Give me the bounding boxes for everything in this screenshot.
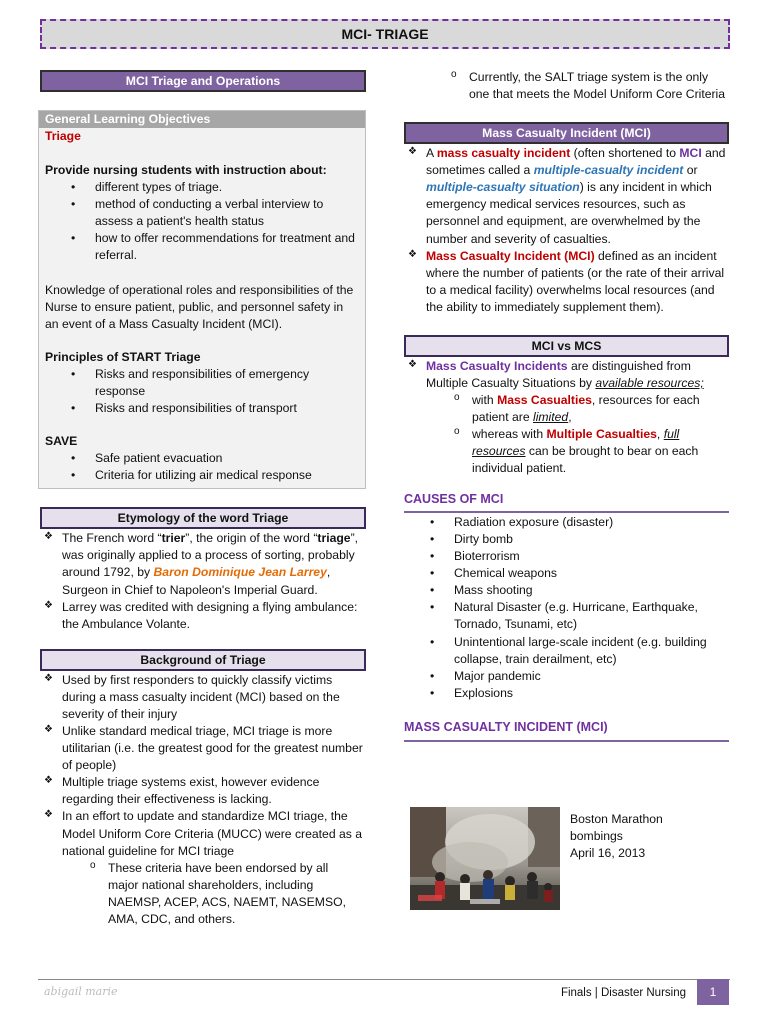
larrey-name: Baron Dominique Jean Larrey — [153, 565, 327, 580]
background-sublist — [40, 860, 368, 928]
etymology-bar: Etymology of the word Triage — [40, 507, 366, 529]
photo-caption — [570, 811, 720, 862]
mci-vs-mcs-bar: MCI vs MCS — [404, 335, 729, 357]
footer-rule — [38, 979, 730, 980]
list-item: • how to offer recommendations for treatment and referral. — [45, 230, 359, 264]
list-item: • Bioterrorism — [404, 548, 729, 565]
list-item: o These criteria have been endorsed by all major national shareholders, including NAEMSP, ACEP, ACS, NAEMT, NASEMSO, AMA, CDC, and others. — [40, 860, 358, 928]
list-item: • Criteria for utilizing air medical response — [45, 467, 359, 484]
left-column — [40, 70, 368, 928]
causes-list — [404, 514, 729, 702]
list-item: • Unintentional large-scale incident (e.g. building collapse, train derailment, etc) — [404, 634, 729, 668]
footer-text: Finals | Disaster Nursing — [560, 987, 686, 999]
etymology-list — [40, 530, 368, 632]
example-rule — [404, 740, 729, 742]
provide-list — [45, 179, 359, 264]
vs-list — [404, 358, 729, 392]
provide-heading: Provide nursing students with instruction about: — [45, 163, 327, 178]
vs-sublist — [404, 392, 729, 477]
objectives-box — [38, 110, 366, 489]
caption-line: Boston Marathon — [570, 812, 663, 826]
knowledge-paragraph: Knowledge of operational roles and responsibilities of the Nurse to ensure patient, public, and personnel safety in an event of a Mass Casualty Incident (MCI). — [45, 282, 354, 331]
causes-heading: CAUSES OF MCI — [404, 492, 504, 507]
boston-marathon-photo — [410, 807, 560, 910]
list-item: • Major pandemic — [404, 668, 729, 685]
page-number: 1 — [697, 979, 729, 1005]
page-title: MCI- TRIAGE — [40, 19, 730, 49]
list-item: • Natural Disaster (e.g. Hurricane, Earthquake, Tornado, Tsunami, etc) — [404, 599, 729, 633]
triage-label: Triage — [45, 129, 81, 143]
list-item: o with Mass Casualties, resources for each patient are limited, — [404, 392, 717, 426]
background-bar: Background of Triage — [40, 649, 366, 671]
ops-section-bar: MCI Triage and Operations — [40, 70, 366, 92]
list-item: • Chemical weapons — [404, 565, 729, 582]
caption-line: April 16, 2013 — [570, 846, 646, 860]
salt-note-list — [401, 69, 729, 103]
start-list — [45, 366, 359, 417]
save-heading: SAVE — [45, 434, 78, 449]
list-item: • Risks and responsibilities of transport — [45, 400, 359, 417]
list-item: • different types of triage. — [45, 179, 359, 196]
mci-bar: Mass Casualty Incident (MCI) — [404, 122, 729, 144]
mci-list — [404, 145, 729, 316]
list-item: • Radiation exposure (disaster) — [404, 514, 729, 531]
list-item: • Dirty bomb — [404, 531, 729, 548]
list-item: ❖ In an effort to update and standardize MCI triage, the Model Uniform Core Criteria (MUCC) were created as a national guideline for MCI triage — [40, 808, 368, 859]
list-item: • Mass shooting — [404, 582, 729, 599]
list-item: ❖ Mass Casualty Incidents are distinguished from Multiple Casualty Situations by available resources; — [404, 358, 729, 392]
list-item: ❖ Used by first responders to quickly classify victims during a mass casualty incident (MCI) based on the severity of their injury — [40, 672, 368, 723]
example-heading: MASS CASUALTY INCIDENT (MCI) — [404, 719, 608, 734]
list-item: ❖ Unlike standard medical triage, MCI triage is more utilitarian (i.e. the greatest good for the greatest number of people) — [40, 723, 368, 774]
start-heading: Principles of START Triage — [45, 349, 201, 364]
list-item: ❖ Multiple triage systems exist, however evidence regarding their effectiveness is lacking. — [40, 774, 368, 808]
background-list — [40, 672, 368, 860]
list-item: ❖ Larrey was credited with designing a flying ambulance: the Ambulance Volante. — [40, 599, 368, 633]
list-item: ❖ Mass Casualty Incident (MCI) defined as an incident where the number of patients (or the rate of their arrival to a medical facility) overwhelms local resources (and the ability to immediately supplement them). — [404, 248, 729, 316]
right-column — [404, 69, 729, 742]
list-item: ❖ The French word “trier”, the origin of the word “triage”, was originally applied to a process of sorting, probably around 1792, by Baron Dominique Jean Larrey, Surgeon in Chief to Napoleon's Imperial Guard. — [40, 530, 368, 598]
author-signature: abigail marie — [44, 985, 118, 998]
causes-rule — [404, 511, 729, 513]
list-item: ❖ A mass casualty incident (often shortened to MCI and sometimes called a multiple-casualty incident or multiple-casualty situation) is any incident in which emergency medical services resources, such as personnel and equipment, are overwhelmed by the number and severity of casualties. — [404, 145, 729, 247]
list-item: • Safe patient evacuation — [45, 450, 359, 467]
save-list — [45, 450, 359, 484]
salt-note: o Currently, the SALT triage system is the only one that meets the Model Uniform Core Criteria — [401, 69, 729, 103]
list-item: • Risks and responsibilities of emergency response — [45, 366, 359, 400]
caption-line: bombings — [570, 829, 623, 843]
list-item: o whereas with Multiple Casualties, full resources can be brought to bear on each individual patient. — [404, 426, 717, 477]
list-item: • Explosions — [404, 685, 729, 702]
list-item: • method of conducting a verbal interview to assess a patient's health status — [45, 196, 359, 230]
objectives-header: General Learning Objectives — [39, 111, 365, 128]
